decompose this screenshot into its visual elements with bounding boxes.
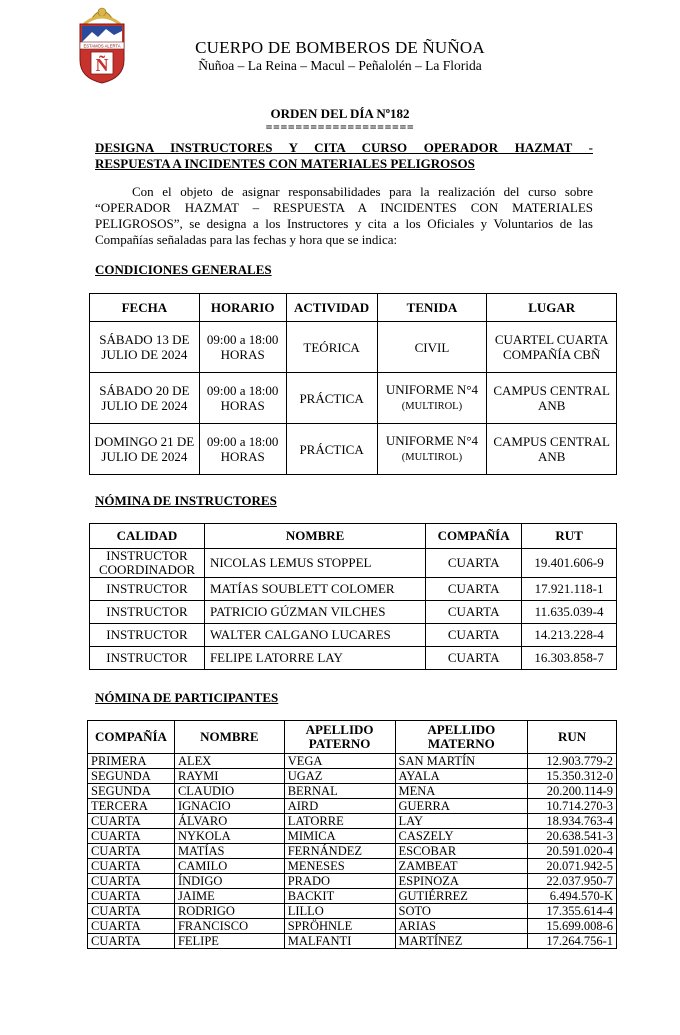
table-row: [88, 769, 617, 784]
cell-nombre: JAIME: [174, 889, 284, 904]
table-row: [88, 754, 617, 769]
cell-compania: SEGUNDA: [88, 769, 175, 784]
tenida-value: CIVIL: [414, 339, 450, 355]
cell-nombre: FELIPE LATORRE LAY: [204, 647, 425, 670]
organization-header: [140, 38, 540, 74]
cell-calidad: INSTRUCTOR COORDINADOR: [90, 549, 205, 578]
cell-apellido-paterno: LATORRE: [284, 814, 395, 829]
table-row: [88, 874, 617, 889]
cell-apellido-paterno: SPRÖHNLE: [284, 919, 395, 934]
logo-letter: Ñ: [95, 55, 109, 75]
cell-fecha: DOMINGO 21 DE JULIO DE 2024: [90, 424, 200, 475]
cell-apellido-paterno: VEGA: [284, 754, 395, 769]
section-title-instructors: NÓMINA DE INSTRUCTORES: [95, 493, 277, 508]
cell-compania: CUARTA: [426, 578, 522, 601]
table-row: [88, 859, 617, 874]
table-header-row: [88, 721, 617, 754]
cell-apellido-materno: CASZELY: [395, 829, 528, 844]
cell-apellido-paterno: BACKIT: [284, 889, 395, 904]
cell-compania: CUARTA: [88, 919, 175, 934]
logo-ribbon-text: ESTAMOS ALERTA: [83, 43, 121, 49]
tenida-value: UNIFORME N°4: [385, 433, 479, 448]
cell-rut: 16.303.858-7: [522, 647, 617, 670]
cell-nombre: RODRIGO: [174, 904, 284, 919]
cell-compania: CUARTA: [88, 904, 175, 919]
intro-paragraph: Con el objeto de asignar responsabilidades para la realización del curso sobre “OPERADOR HAZMAT – RESPUESTA A INCIDENTES CON MATERIALES PELIGROSOS”, se designa a los Instructores y cita a los Oficiales y Voluntarios de las Compañías señaladas para las fechas y hora que se indica:: [95, 184, 593, 247]
cell-nombre: WALTER CALGANO LUCARES: [204, 624, 425, 647]
cell-horario: 09:00 a 18:00 HORAS: [199, 424, 286, 475]
cell-compania: TERCERA: [88, 799, 175, 814]
cell-nombre: ALEX: [174, 754, 284, 769]
table-row: [88, 844, 617, 859]
table-row: [88, 934, 617, 949]
order-subject: [95, 140, 593, 172]
section-title-conditions: CONDICIONES GENERALES: [95, 262, 272, 277]
column-header: RUN: [528, 721, 617, 754]
cell-run: 18.934.763-4: [528, 814, 617, 829]
cell-horario: 09:00 a 18:00 HORAS: [199, 373, 286, 424]
cell-calidad: INSTRUCTOR: [90, 601, 205, 624]
cell-nombre: ÍNDIGO: [174, 874, 284, 889]
cell-apellido-paterno: LILLO: [284, 904, 395, 919]
cell-nombre: PATRICIO GÚZMAN VILCHES: [204, 601, 425, 624]
cell-rut: 17.921.118-1: [522, 578, 617, 601]
order-subject-line-1: DESIGNA INSTRUCTORES Y CITA CURSO OPERADOR HAZMAT -: [95, 140, 593, 155]
cell-apellido-materno: LAY: [395, 814, 528, 829]
cell-apellido-materno: ESCOBAR: [395, 844, 528, 859]
cell-apellido-materno: MARTÍNEZ: [395, 934, 528, 949]
cell-compania: CUARTA: [426, 624, 522, 647]
cell-apellido-paterno: BERNAL: [284, 784, 395, 799]
cell-compania: CUARTA: [88, 844, 175, 859]
cell-run: 15.699.008-6: [528, 919, 617, 934]
cell-apellido-materno: ARIAS: [395, 919, 528, 934]
table-row: [90, 322, 617, 373]
cell-calidad: INSTRUCTOR: [90, 624, 205, 647]
conditions-table: [89, 293, 617, 475]
table-row: [90, 578, 617, 601]
cell-tenida: [377, 322, 487, 373]
cell-apellido-materno: AYALA: [395, 769, 528, 784]
cell-apellido-paterno: MALFANTI: [284, 934, 395, 949]
cell-run: 17.264.756-1: [528, 934, 617, 949]
cell-run: 20.200.114-9: [528, 784, 617, 799]
cell-run: 12.903.779-2: [528, 754, 617, 769]
cell-calidad: INSTRUCTOR: [90, 647, 205, 670]
cell-compania: CUARTA: [426, 647, 522, 670]
cell-nombre: IGNACIO: [174, 799, 284, 814]
table-row: [88, 889, 617, 904]
order-title-rule: ====================: [265, 120, 415, 134]
organization-communes: Ñuñoa – La Reina – Macul – Peñalolén – La Florida: [198, 58, 482, 73]
cell-compania: PRIMERA: [88, 754, 175, 769]
cell-rut: 19.401.606-9: [522, 549, 617, 578]
cell-run: 20.638.541-3: [528, 829, 617, 844]
column-header: NOMBRE: [204, 524, 425, 549]
cell-run: 22.037.950-7: [528, 874, 617, 889]
table-row: [88, 799, 617, 814]
cell-compania: CUARTA: [88, 889, 175, 904]
column-header: COMPAÑÍA: [88, 721, 175, 754]
cell-nombre: NICOLAS LEMUS STOPPEL: [204, 549, 425, 578]
cell-fecha: SÁBADO 20 DE JULIO DE 2024: [90, 373, 200, 424]
column-header: RUT: [522, 524, 617, 549]
cell-nombre: MATÍAS SOUBLETT COLOMER: [204, 578, 425, 601]
cell-apellido-materno: ZAMBEAT: [395, 859, 528, 874]
tenida-note: (MULTIROL): [401, 452, 463, 463]
cell-compania: SEGUNDA: [88, 784, 175, 799]
cell-apellido-paterno: AIRD: [284, 799, 395, 814]
cell-actividad: PRÁCTICA: [286, 424, 377, 475]
table-header-row: [90, 294, 617, 322]
column-header: NOMBRE: [174, 721, 284, 754]
cell-apellido-materno: SAN MARTÍN: [395, 754, 528, 769]
cell-lugar: CAMPUS CENTRAL ANB: [487, 373, 617, 424]
cell-nombre: NYKOLA: [174, 829, 284, 844]
column-header: LUGAR: [487, 294, 617, 322]
table-row: [88, 829, 617, 844]
cell-apellido-paterno: UGAZ: [284, 769, 395, 784]
cell-apellido-materno: GUERRA: [395, 799, 528, 814]
cell-nombre: RAYMI: [174, 769, 284, 784]
cell-nombre: CAMILO: [174, 859, 284, 874]
cell-tenida: [377, 373, 487, 424]
cell-actividad: PRÁCTICA: [286, 373, 377, 424]
cell-run: 10.714.270-3: [528, 799, 617, 814]
table-row: [90, 624, 617, 647]
column-header: FECHA: [90, 294, 200, 322]
table-row: [90, 373, 617, 424]
cell-rut: 11.635.039-4: [522, 601, 617, 624]
cell-actividad: TEÓRICA: [286, 322, 377, 373]
table-row: [88, 784, 617, 799]
column-header: CALIDAD: [90, 524, 205, 549]
cell-nombre: MATÍAS: [174, 844, 284, 859]
organization-name: CUERPO DE BOMBEROS DE ÑUÑOA: [195, 38, 485, 57]
column-header: APELLIDO MATERNO: [395, 721, 528, 754]
table-row: [90, 601, 617, 624]
table-header-row: [90, 524, 617, 549]
cell-apellido-paterno: PRADO: [284, 874, 395, 889]
cell-compania: CUARTA: [426, 601, 522, 624]
cell-nombre: FRANCISCO: [174, 919, 284, 934]
cell-tenida: [377, 424, 487, 475]
cell-compania: CUARTA: [88, 859, 175, 874]
order-subject-line-2: RESPUESTA A INCIDENTES CON MATERIALES PELIGROSOS: [95, 156, 475, 171]
cell-compania: CUARTA: [88, 814, 175, 829]
section-title-participants: NÓMINA DE PARTICIPANTES: [95, 690, 279, 705]
cell-apellido-materno: GUTIÉRREZ: [395, 889, 528, 904]
column-header: COMPAÑÍA: [426, 524, 522, 549]
table-row: [88, 904, 617, 919]
column-header: TENIDA: [377, 294, 487, 322]
cell-apellido-materno: ESPINOZA: [395, 874, 528, 889]
cell-compania: CUARTA: [426, 549, 522, 578]
cell-run: 17.355.614-4: [528, 904, 617, 919]
table-row: [88, 919, 617, 934]
cell-compania: CUARTA: [88, 874, 175, 889]
fire-department-shield-logo: [74, 4, 130, 84]
cell-lugar: CUARTEL CUARTA COMPAÑÍA CBÑ: [487, 322, 617, 373]
cell-compania: CUARTA: [88, 829, 175, 844]
cell-apellido-paterno: MIMICA: [284, 829, 395, 844]
participants-table: [87, 720, 617, 949]
table-row: [88, 814, 617, 829]
cell-compania: CUARTA: [88, 934, 175, 949]
order-title: ORDEN DEL DÍA Nº182: [270, 106, 410, 121]
tenida-value: UNIFORME N°4: [385, 382, 479, 397]
cell-nombre: ÁLVARO: [174, 814, 284, 829]
cell-run: 20.071.942-5: [528, 859, 617, 874]
cell-rut: 14.213.228-4: [522, 624, 617, 647]
instructors-table: [89, 523, 617, 670]
column-header: ACTIVIDAD: [286, 294, 377, 322]
column-header: HORARIO: [199, 294, 286, 322]
cell-run: 6.494.570-K: [528, 889, 617, 904]
cell-horario: 09:00 a 18:00 HORAS: [199, 322, 286, 373]
cell-fecha: SÁBADO 13 DE JULIO DE 2024: [90, 322, 200, 373]
cell-apellido-paterno: FERNÁNDEZ: [284, 844, 395, 859]
cell-apellido-materno: MENA: [395, 784, 528, 799]
cell-apellido-materno: SOTO: [395, 904, 528, 919]
column-header: APELLIDO PATERNO: [284, 721, 395, 754]
table-row: [90, 549, 617, 578]
cell-run: 15.350.312-0: [528, 769, 617, 784]
cell-apellido-paterno: MENESES: [284, 859, 395, 874]
table-row: [90, 647, 617, 670]
cell-calidad: INSTRUCTOR: [90, 578, 205, 601]
cell-run: 20.591.020-4: [528, 844, 617, 859]
cell-nombre: FELIPE: [174, 934, 284, 949]
cell-lugar: CAMPUS CENTRAL ANB: [487, 424, 617, 475]
table-row: [90, 424, 617, 475]
tenida-note: (MULTIROL): [401, 401, 463, 412]
cell-nombre: CLAUDIO: [174, 784, 284, 799]
